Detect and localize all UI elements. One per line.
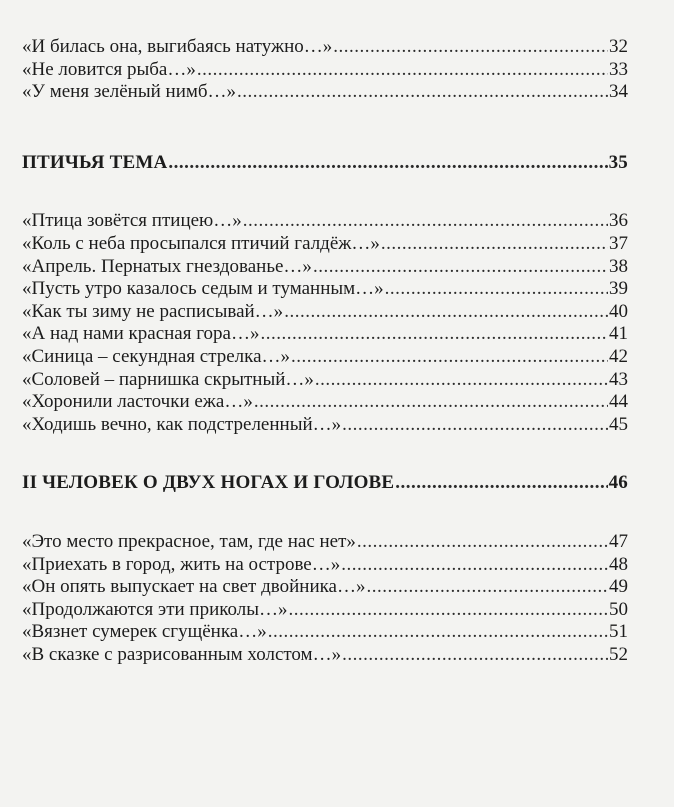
toc-section-heading: [22, 152, 628, 175]
toc-entry-page: 42: [609, 345, 628, 367]
dot-leader: [168, 152, 607, 174]
dot-leader: [381, 233, 608, 255]
toc-entry-title: «Приехать в город, жить на острове…»: [22, 553, 341, 575]
toc-entry: [22, 233, 628, 256]
toc-entry-title: «В сказке с разрисованным холстом…»: [22, 643, 342, 665]
dot-leader: [341, 554, 608, 576]
toc-entry-page: 51: [609, 621, 628, 643]
dot-leader: [342, 644, 608, 666]
dot-leader: [357, 531, 608, 553]
toc-entry-title: «Пусть утро казалось седым и туманным…»: [22, 278, 384, 300]
dot-leader: [197, 59, 608, 81]
toc-entry: [22, 301, 628, 324]
dot-leader: [315, 369, 608, 391]
toc-entry: [22, 36, 628, 59]
toc-entry-page: 33: [609, 58, 628, 80]
toc-entry-page: 41: [609, 323, 628, 345]
toc-entry-page: 32: [609, 36, 628, 57]
toc-entry-title: «Хоронили ласточки ежа…»: [22, 391, 253, 413]
dot-leader: [289, 599, 608, 621]
toc-entry-page: 36: [609, 210, 628, 232]
dot-leader: [366, 576, 608, 598]
toc-entry: [22, 278, 628, 301]
section-title: ПТИЧЬЯ ТЕМА: [22, 151, 168, 173]
toc-entry-page: 47: [609, 530, 628, 552]
toc-entry-title: «У меня зелёный нимб…»: [22, 81, 237, 103]
toc-entry: [22, 346, 628, 369]
toc-entry-title: «Птица зовётся птицею…»: [22, 210, 242, 232]
toc-entry-title: «Синица – секундная стрелка…»: [22, 345, 291, 367]
dot-leader: [254, 391, 608, 413]
toc-entry-page: 45: [609, 413, 628, 435]
toc-entry-title: «А над нами красная гора…»: [22, 323, 260, 345]
toc-entry: [22, 531, 628, 554]
section-page: 46: [608, 472, 628, 494]
toc-entry-page: 38: [609, 255, 628, 277]
spacer: [0, 174, 674, 210]
toc-entry-title: «Это место прекрасное, там, где нас нет»: [22, 530, 356, 552]
dot-leader: [395, 472, 607, 494]
toc-entry-title: «Апрель. Пернатых гнездованье…»: [22, 255, 312, 277]
toc-entry: [22, 81, 628, 104]
toc-entry-title: «Соловей – парнишка скрытный…»: [22, 368, 314, 390]
section-page: 35: [608, 151, 628, 173]
toc-entry-title: «Вязнет сумерек сгущёнка…»: [22, 621, 267, 643]
dot-leader: [333, 36, 608, 58]
toc-entry: [22, 391, 628, 414]
toc-entry-title: «Ходишь вечно, как подстреленный…»: [22, 413, 342, 435]
toc-entry-page: 34: [609, 81, 628, 103]
toc-entry: [22, 576, 628, 599]
toc-entry-title: «Не ловится рыба…»: [22, 58, 196, 80]
toc-entry: [22, 323, 628, 346]
toc-entry-page: 37: [609, 232, 628, 254]
toc-entry-page: 40: [609, 300, 628, 322]
toc-entry-title: «Продолжаются эти приколы…»: [22, 598, 288, 620]
toc-entry: [22, 644, 628, 667]
toc-entry: [22, 369, 628, 392]
toc-entry: [22, 554, 628, 577]
toc-entry: [22, 599, 628, 622]
toc-entry-page: 39: [609, 278, 628, 300]
dot-leader: [342, 414, 608, 436]
toc-section-heading: [22, 472, 628, 495]
toc-entry-page: 49: [609, 576, 628, 598]
spacer: [0, 104, 674, 152]
toc-entry-page: 50: [609, 598, 628, 620]
dot-leader: [313, 256, 608, 278]
spacer: [0, 495, 674, 531]
toc-entry: [22, 414, 628, 437]
dot-leader: [268, 621, 608, 643]
section-title: II ЧЕЛОВЕК О ДВУХ НОГАХ И ГОЛОВЕ: [22, 472, 395, 494]
toc-entry: [22, 59, 628, 82]
toc-entry-title: «Коль с неба просыпался птичий галдёж…»: [22, 232, 380, 254]
toc-entry-page: 48: [609, 553, 628, 575]
dot-leader: [260, 323, 608, 345]
toc-entry: [22, 256, 628, 279]
toc-entry: [22, 621, 628, 644]
toc-entry-page: 52: [609, 643, 628, 665]
toc-entry-page: 43: [609, 368, 628, 390]
toc-entry-title: «Как ты зиму не расписывай…»: [22, 300, 284, 322]
toc-entry-title: «Он опять выпускает на свет двойника…»: [22, 576, 366, 598]
dot-leader: [284, 301, 608, 323]
toc-entry: [22, 210, 628, 233]
toc-entry-page: 44: [609, 391, 628, 413]
dot-leader: [237, 81, 608, 103]
toc-entry-title: «И билась она, выгибаясь натужно…»: [22, 36, 333, 57]
dot-leader: [243, 210, 608, 232]
spacer: [0, 436, 674, 472]
dot-leader: [291, 346, 608, 368]
dot-leader: [385, 278, 608, 300]
